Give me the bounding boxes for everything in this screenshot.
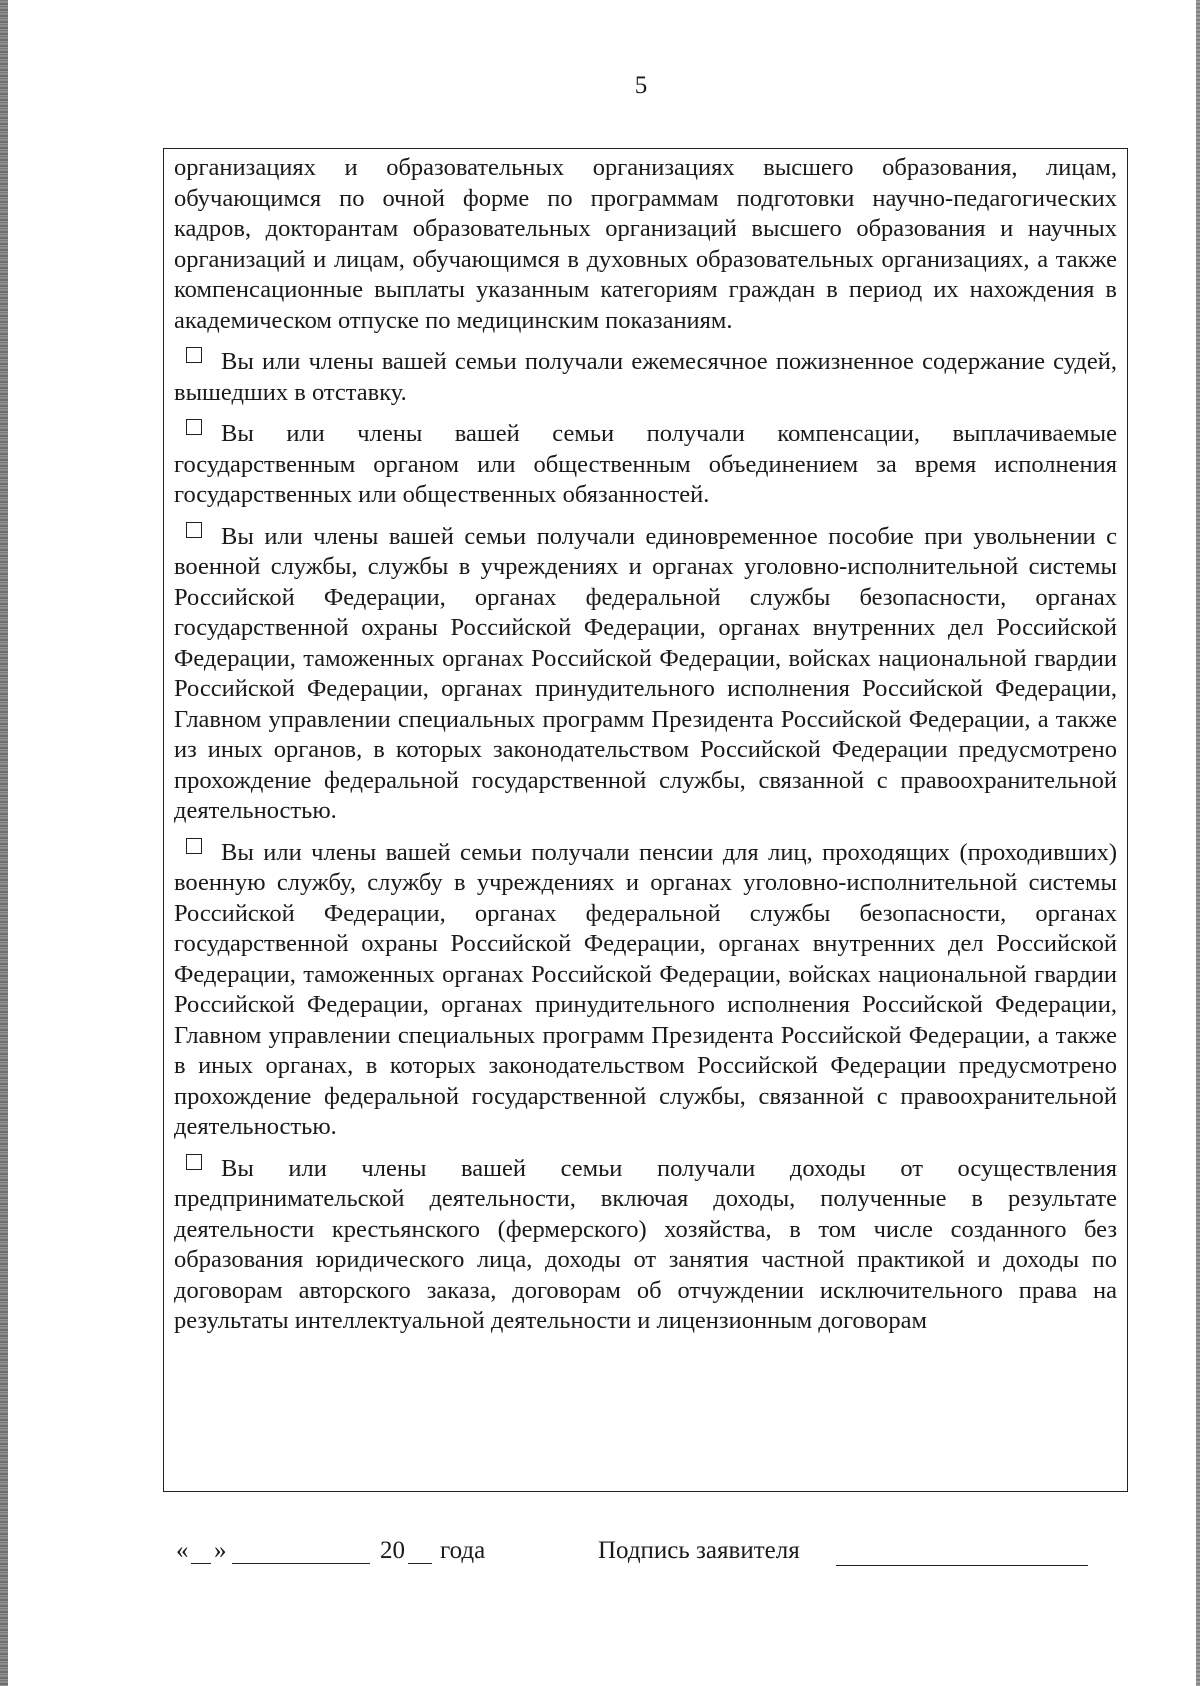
option-item-retired-judges xyxy=(174,347,1117,408)
signature-label: Подпись заявителя xyxy=(598,1537,800,1564)
checkbox-severance-allowance[interactable] xyxy=(186,522,202,538)
option-item-compensations xyxy=(174,419,1117,511)
date-year-prefix: 20 xyxy=(380,1537,405,1564)
option-item-service-pensions xyxy=(174,838,1117,1143)
option-text-compensations: Вы или члены вашей семьи получали компенсации, выплачиваемые государственным органом или общественным объединением за время исполнения государственных или общественных обязанностей. xyxy=(174,420,1117,508)
checkbox-retired-judges[interactable] xyxy=(186,347,202,363)
checkbox-service-pensions[interactable] xyxy=(186,838,202,854)
signature-footer xyxy=(176,1537,1096,1569)
option-text-business-income: Вы или члены вашей семьи получали доходы от осуществления предпринимательской деятельности, включая доходы, полученные в результате деятельности крестьянского (фермерского) хозяйства, в том числе созданного без образования юридического лица, доходы от занятия частной практикой и доходы по договорам авторского заказа, договорам об отчуждении исключительного права на результаты интеллектуальной деятельности и лицензионным договорам xyxy=(174,1154,1117,1334)
option-item-business-income xyxy=(174,1154,1117,1337)
date-month-field[interactable] xyxy=(232,1563,370,1564)
scan-edge-right xyxy=(1196,0,1200,1686)
date-close-quote: » xyxy=(214,1537,227,1564)
date-year-field[interactable] xyxy=(408,1563,432,1564)
option-text-retired-judges: Вы или члены вашей семьи получали ежемесячное пожизненное содержание судей, вышедших в отставку. xyxy=(174,348,1117,406)
scan-edge-left xyxy=(0,0,8,1686)
option-text-service-pensions: Вы или члены вашей семьи получали пенсии для лиц, проходящих (проходивших) военную службу, службу в учреждениях и органах уголовно-исполнительной системы Российской Федерации, органах федеральной службы безопасности, органах государственной охраны Российской Федерации, органах внутренних дел Российской Федерации, таможенных органах Российской Федерации, войсках национальной гвардии Российской Федерации, органах принудительного исполнения Российской Федерации, Главном управлении специальных программ Президента Российской Федерации, а также в иных органах, в которых законодательством Российской Федерации предусмотрено прохождение федеральной государственной службы, связанной с правоохранительной деятельностью. xyxy=(174,838,1117,1140)
form-content-box xyxy=(163,148,1128,1492)
date-open-quote: « xyxy=(176,1537,189,1564)
intro-paragraph: организациях и образовательных организациях высшего образования, лицам, обучающимся по очной форме по программам подготовки научно-педагогических кадров, докторантам образовательных организаций высшего образования и научных организаций и лицам, обучающимся в духовных образовательных организациях, а также компенсационные выплаты указанным категориям граждан в период их нахождения в академическом отпуске по медицинским показаниям. xyxy=(174,154,1117,334)
page-number: 5 xyxy=(634,72,648,99)
signature-field[interactable] xyxy=(836,1565,1088,1566)
option-item-severance-allowance xyxy=(174,522,1117,827)
checkbox-compensations[interactable] xyxy=(186,419,202,435)
checkbox-business-income[interactable] xyxy=(186,1154,202,1170)
date-year-suffix: года xyxy=(440,1537,486,1564)
date-day-field[interactable] xyxy=(191,1563,211,1564)
option-text-severance-allowance: Вы или члены вашей семьи получали единовременное пособие при увольнении с военной службы, службы в учреждениях и органах уголовно-исполнительной системы Российской Федерации, органах федеральной службы безопасности, органах государственной охраны Российской Федерации, органах внутренних дел Российской Федерации, таможенных органах Российской Федерации, войсках национальной гвардии Российской Федерации, органах принудительного исполнения Российской Федерации, Главном управлении специальных программ Президента Российской Федерации, а также из иных органов, в которых законодательством Российской Федерации предусмотрено прохождение федеральной государственной службы, связанной с правоохранительной деятельностью. xyxy=(174,522,1117,824)
